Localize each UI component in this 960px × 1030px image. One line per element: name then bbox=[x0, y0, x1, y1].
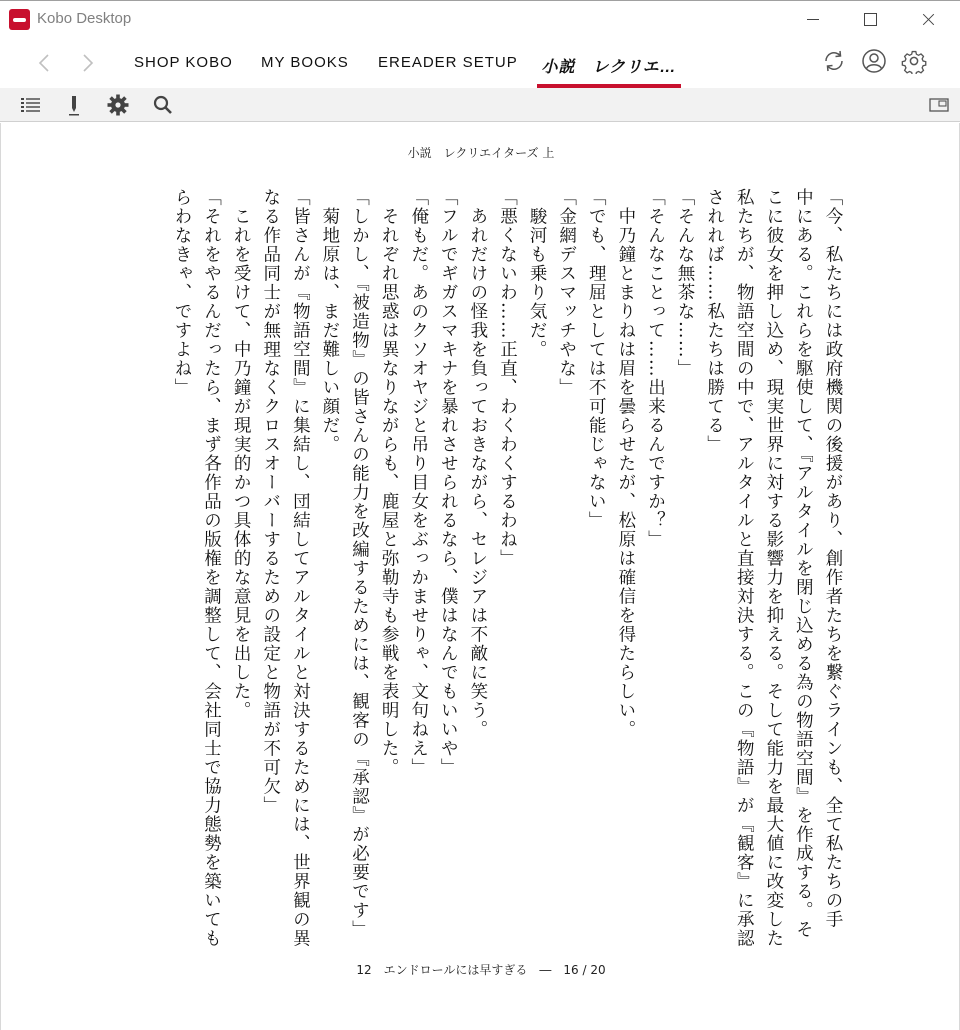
text-line: 「それをやるんだったら、まず各作品の版権を調整して、会社同士で協力態勢を築いても bbox=[201, 188, 222, 948]
forward-arrow-icon[interactable] bbox=[74, 50, 100, 76]
tab-my-books[interactable]: MY BOOKS bbox=[261, 54, 349, 71]
text-line: 「今、私たちには政府機関の後援があり、創作者たちを繋ぐラインも、全て私たちの手 bbox=[823, 188, 843, 929]
text-line: 「フルでギガスマキナを暴れさせられるなら、僕はなんでもいいや」 bbox=[438, 188, 459, 777]
text-line: 「皆さんが『物語空間』に集結し、団結してアルタイルと対決するためには、世界観の異 bbox=[290, 188, 311, 948]
text-line: 中にある。これらを駆使して、『アルタイルを閉じ込める為の物語空間』を作成する。そ bbox=[793, 188, 814, 940]
tab-current-book[interactable] bbox=[537, 38, 681, 88]
text-line: 私たちが、物語空間の中で、アルタイルと直接対決する。この『物語』が『観客』に承認 bbox=[734, 188, 755, 948]
text-line: なる作品同士が無理なくクロスオーバーするための設定と物語が不可欠」 bbox=[260, 188, 281, 815]
text-line: されれば……私たちは勝てる」 bbox=[704, 188, 725, 454]
text-line: 「しかし、『被造物』の皆さんの能力を改編するためには、観客の『承認』が必要です」 bbox=[349, 188, 370, 940]
reader-toolbar bbox=[0, 88, 960, 122]
tab-current-book-label: 小説 レクリエ… bbox=[541, 59, 677, 76]
minimize-button[interactable] bbox=[790, 1, 836, 39]
kobo-logo-icon bbox=[9, 9, 30, 30]
text-line: 中乃鐘とまりねは眉を曇らせたが、松原は確信を得たらしい。 bbox=[615, 188, 636, 739]
table-of-contents-icon[interactable] bbox=[19, 93, 43, 117]
tab-ereader-setup[interactable]: EREADER SETUP bbox=[378, 54, 518, 71]
text-line: 「金網デスマッチやな」 bbox=[556, 188, 577, 397]
text-line: 「でも、理屈としては不可能じゃない」 bbox=[586, 188, 607, 530]
window-title: Kobo Desktop bbox=[37, 10, 132, 27]
text-line: らわなきゃ、ですよね」 bbox=[171, 188, 192, 397]
reading-settings-gear-icon[interactable] bbox=[106, 93, 130, 117]
close-button[interactable] bbox=[905, 1, 951, 39]
text-line: 「悪くないわ……正直、わくわくするわね」 bbox=[497, 188, 518, 568]
page-layout-icon[interactable] bbox=[927, 93, 951, 117]
text-line: 「そんなことって……出来るんですか？」 bbox=[645, 188, 666, 549]
text-line: 「そんな無茶な……」 bbox=[675, 188, 696, 378]
chapter-page-indicator: 12 エンドロールには早すぎる ― 16 / 20 bbox=[356, 963, 606, 977]
title-bar bbox=[0, 0, 960, 38]
text-line: 駿河も乗り気だ。 bbox=[527, 188, 548, 359]
text-line: 「俺もだ。あのクソオヤジと吊り目女をぶっかませりゃ、文句ねえ」 bbox=[408, 188, 429, 777]
text-line: 菊地原は、まだ難しい顔だ。 bbox=[319, 188, 340, 454]
book-title: 小説 レクリエイターズ 上 bbox=[407, 146, 555, 160]
highlighter-icon[interactable] bbox=[62, 93, 86, 117]
sync-icon[interactable] bbox=[821, 48, 847, 74]
gear-icon[interactable] bbox=[901, 48, 927, 74]
tab-shop-kobo[interactable]: SHOP KOBO bbox=[134, 54, 233, 71]
text-line: これを受けて、中乃鐘が現実的かつ具体的な意見を出した。 bbox=[231, 188, 252, 720]
text-line: それぞれ思惑は異なりながらも、鹿屋と弥勒寺も参戦を表明した。 bbox=[379, 188, 400, 777]
nav-bar bbox=[0, 38, 960, 88]
book-page[interactable] bbox=[0, 123, 960, 1030]
back-arrow-icon[interactable] bbox=[32, 50, 58, 76]
account-icon[interactable] bbox=[861, 48, 887, 74]
text-line: あれだけの怪我を負っておきながら、セレジアは不敵に笑う。 bbox=[467, 188, 488, 739]
book-text bbox=[135, 188, 847, 958]
maximize-button[interactable] bbox=[847, 1, 893, 39]
text-line: こに彼女を押し込め、現実世界に対する影響力を抑える。そして能力を最大値に改変した bbox=[763, 188, 784, 948]
search-icon[interactable] bbox=[151, 93, 175, 117]
